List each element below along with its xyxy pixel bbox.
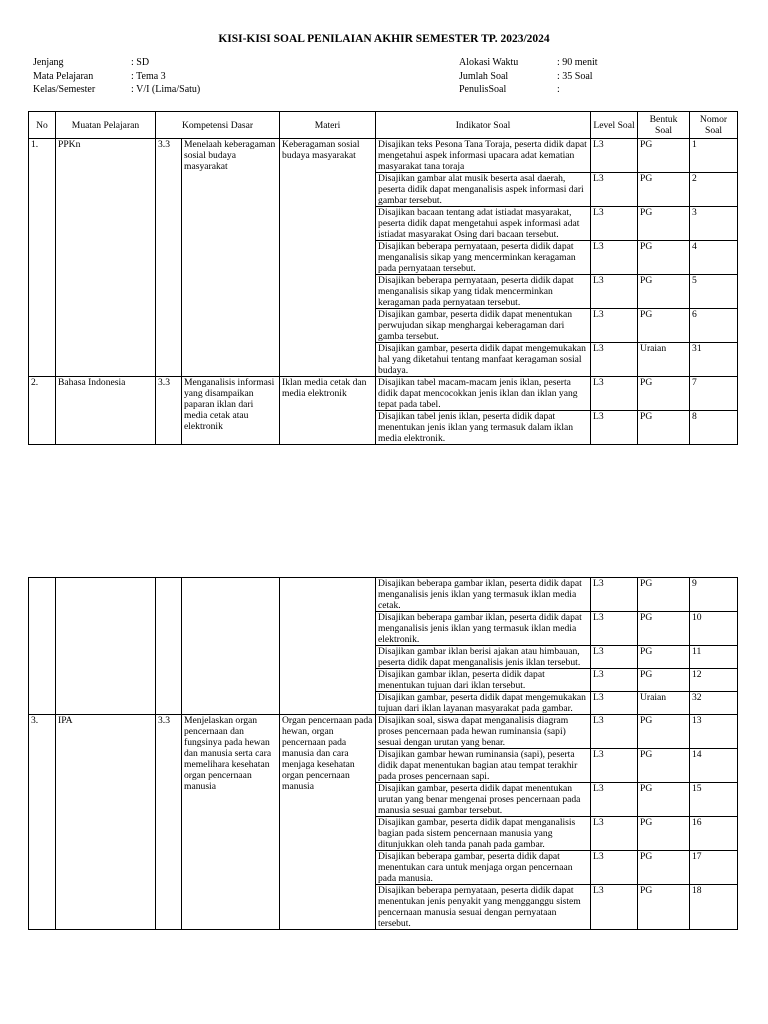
- nomor-soal-cell: 12: [690, 669, 738, 692]
- meta-value: :: [557, 84, 560, 95]
- meta-value: : Tema 3: [131, 70, 166, 82]
- level-soal-cell: L3: [591, 817, 638, 851]
- nomor-soal-cell: 17: [690, 851, 738, 885]
- kisi-kisi-table-page-1: [28, 111, 738, 445]
- level-soal-cell: L3: [591, 139, 638, 173]
- bentuk-soal-cell: Uraian: [638, 343, 690, 377]
- nomor-soal-cell: 10: [690, 612, 738, 646]
- level-soal-cell: L3: [591, 377, 638, 411]
- materi-cell: Keberagaman sosial budaya masyarakat: [280, 139, 376, 377]
- nomor-soal-cell: 14: [690, 749, 738, 783]
- bentuk-soal-cell: PG: [638, 817, 690, 851]
- bentuk-soal-cell: PG: [638, 173, 690, 207]
- muatan-pelajaran-cell: IPA: [56, 715, 156, 930]
- nomor-soal-cell: 8: [690, 411, 738, 445]
- indikator-soal-cell: Disajikan gambar, peserta didik dapat menganalisis bagian pada sistem pencernaan manusia yang ditunjukkan oleh tanda panah pada gambar.: [376, 817, 591, 851]
- indikator-soal-cell: Disajikan beberapa pernyataan, peserta didik dapat menganalisis sikap yang mencerminkan keragaman pada pernyataan tersebut.: [376, 241, 591, 275]
- level-soal-cell: L3: [591, 669, 638, 692]
- meta-label: Mata Pelajaran: [33, 70, 94, 82]
- bentuk-soal-cell: PG: [638, 309, 690, 343]
- header-muatan-pelajaran: Muatan Pelajaran: [56, 112, 156, 139]
- indikator-soal-cell: Disajikan bacaan tentang adat istiadat masyarakat, peserta didik dapat mengetahui aspek informasi adat istiadat masyarakat Osing dari bacaan tersebut.: [376, 207, 591, 241]
- kompetensi-dasar-cell: Menganalisis informasi yang disampaikan paparan iklan dari media cetak atau elektronik: [182, 377, 280, 445]
- row-number-cell: 1.: [29, 139, 56, 377]
- nomor-soal-cell: 3: [690, 207, 738, 241]
- bentuk-soal-cell: PG: [638, 749, 690, 783]
- table-row: [29, 377, 738, 411]
- materi-cell: [280, 578, 376, 715]
- kompetensi-dasar-cell: Menelaah keberagaman sosial budaya masyarakat: [182, 139, 280, 377]
- indikator-soal-cell: Disajikan gambar alat musik beserta asal daerah, peserta didik dapat menganalisis aspek informasi dari gambar tersebut.: [376, 173, 591, 207]
- kd-number-cell: 3.3: [156, 715, 182, 930]
- kisi-kisi-table-page-2: [28, 577, 738, 930]
- nomor-soal-cell: 6: [690, 309, 738, 343]
- bentuk-soal-cell: PG: [638, 885, 690, 930]
- nomor-soal-cell: 32: [690, 692, 738, 715]
- table-row: [29, 715, 738, 749]
- table-row: [29, 578, 738, 612]
- kd-number-cell: 3.3: [156, 139, 182, 377]
- nomor-soal-cell: 1: [690, 139, 738, 173]
- indikator-soal-cell: Disajikan beberapa gambar iklan, peserta didik dapat menganalisis jenis iklan yang termasuk iklan media cetak.: [376, 578, 591, 612]
- kompetensi-dasar-cell: [182, 578, 280, 715]
- header-bentuk-soal: Bentuk Soal: [638, 112, 690, 139]
- meta-value: : V/I (Lima/Satu): [131, 84, 201, 95]
- bentuk-soal-cell: PG: [638, 578, 690, 612]
- meta-value: : SD: [131, 57, 150, 68]
- meta-left: [33, 56, 200, 97]
- bentuk-soal-cell: PG: [638, 612, 690, 646]
- nomor-soal-cell: 9: [690, 578, 738, 612]
- indikator-soal-cell: Disajikan gambar hewan ruminansia (sapi), peserta didik dapat menentukan bagian atau tempat terakhir pada proses pencernaan sapi.: [376, 749, 591, 783]
- level-soal-cell: L3: [591, 207, 638, 241]
- indikator-soal-cell: Disajikan gambar, peserta didik dapat mengemukakan hal yang diketahui tentang manfaat keragaman sosial budaya.: [376, 343, 591, 377]
- bentuk-soal-cell: PG: [638, 207, 690, 241]
- bentuk-soal-cell: PG: [638, 646, 690, 669]
- level-soal-cell: L3: [591, 885, 638, 930]
- level-soal-cell: L3: [591, 309, 638, 343]
- indikator-soal-cell: Disajikan beberapa pernyataan, peserta didik dapat menentukan jenis penyakit yang mengganggu sistem pencernaan manusia sesuai dengan pernyataan tersebut.: [376, 885, 591, 930]
- indikator-soal-cell: Disajikan tabel jenis iklan, peserta didik dapat menentukan jenis iklan yang termasuk dalam iklan media elektronik.: [376, 411, 591, 445]
- header-no: No: [29, 112, 56, 139]
- bentuk-soal-cell: Uraian: [638, 692, 690, 715]
- level-soal-cell: L3: [591, 851, 638, 885]
- bentuk-soal-cell: PG: [638, 377, 690, 411]
- meta-value: : 90 menit: [557, 57, 598, 68]
- nomor-soal-cell: 4: [690, 241, 738, 275]
- level-soal-cell: L3: [591, 715, 638, 749]
- row-number-cell: 3.: [29, 715, 56, 930]
- indikator-soal-cell: Disajikan beberapa gambar iklan, peserta didik dapat menganalisis jenis iklan yang termasuk iklan media elektronik.: [376, 612, 591, 646]
- nomor-soal-cell: 18: [690, 885, 738, 930]
- table-row: [29, 139, 738, 173]
- nomor-soal-cell: 16: [690, 817, 738, 851]
- level-soal-cell: L3: [591, 646, 638, 669]
- meta-label: PenulisSoal: [459, 84, 507, 95]
- bentuk-soal-cell: PG: [638, 783, 690, 817]
- indikator-soal-cell: Disajikan gambar, peserta didik dapat mengemukakan tujuan dari iklan layanan masyarakat pada gambar.: [376, 692, 591, 715]
- meta-label: Jumlah Soal: [459, 70, 509, 82]
- indikator-soal-cell: Disajikan gambar iklan berisi ajakan atau himbauan, peserta didik dapat menganalisis jenis iklan tersebut.: [376, 646, 591, 669]
- indikator-soal-cell: Disajikan soal, siswa dapat menganalisis diagram proses pencernaan pada hewan ruminansia (sapi) sesuai dengan urutan yang benar.: [376, 715, 591, 749]
- meta-right: [459, 56, 598, 97]
- kd-number-cell: [156, 578, 182, 715]
- indikator-soal-cell: Disajikan teks Pesona Tana Toraja, peserta didik dapat mengetahui aspek informasi upacara adat kematian masyarakat tana toraja: [376, 139, 591, 173]
- nomor-soal-cell: 31: [690, 343, 738, 377]
- document-title: KISI-KISI SOAL PENILAIAN AKHIR SEMESTER TP. 2023/2024: [218, 33, 550, 45]
- nomor-soal-cell: 11: [690, 646, 738, 669]
- level-soal-cell: L3: [591, 173, 638, 207]
- kompetensi-dasar-cell: Menjelaskan organ pencernaan dan fungsinya pada hewan dan manusia serta cara memelihara kesehatan organ pencernaan manusia: [182, 715, 280, 930]
- muatan-pelajaran-cell: [56, 578, 156, 715]
- bentuk-soal-cell: PG: [638, 851, 690, 885]
- header-indikator-soal: Indikator Soal: [376, 112, 591, 139]
- bentuk-soal-cell: PG: [638, 139, 690, 173]
- indikator-soal-cell: Disajikan gambar, peserta didik dapat menentukan urutan yang benar mengenai proses pencernaan pada manusia sesuai gambar tersebut.: [376, 783, 591, 817]
- indikator-soal-cell: Disajikan gambar iklan, peserta didik dapat menentukan tujuan dari iklan tersebut.: [376, 669, 591, 692]
- level-soal-cell: L3: [591, 411, 638, 445]
- header-nomor-soal: Nomor Soal: [690, 112, 738, 139]
- header-level-soal: Level Soal: [591, 112, 638, 139]
- materi-cell: Organ pencernaan pada hewan, organ pencernaan pada manusia dan cara menjaga kesehatan organ pencernaan manusia: [280, 715, 376, 930]
- muatan-pelajaran-cell: Bahasa Indonesia: [56, 377, 156, 445]
- indikator-soal-cell: Disajikan beberapa pernyataan, peserta didik dapat menganalisis sikap yang tidak mencerminkan keragaman pada pernyataan tersebut.: [376, 275, 591, 309]
- header-materi: Materi: [280, 112, 376, 139]
- meta-label: Jenjang: [33, 57, 64, 68]
- bentuk-soal-cell: PG: [638, 275, 690, 309]
- row-number-cell: 2.: [29, 377, 56, 445]
- bentuk-soal-cell: PG: [638, 241, 690, 275]
- materi-cell: Iklan media cetak dan media elektronik: [280, 377, 376, 445]
- level-soal-cell: L3: [591, 612, 638, 646]
- page-gap: [0, 512, 768, 572]
- bentuk-soal-cell: PG: [638, 411, 690, 445]
- level-soal-cell: L3: [591, 783, 638, 817]
- nomor-soal-cell: 7: [690, 377, 738, 411]
- nomor-soal-cell: 13: [690, 715, 738, 749]
- bentuk-soal-cell: PG: [638, 669, 690, 692]
- level-soal-cell: L3: [591, 749, 638, 783]
- level-soal-cell: L3: [591, 343, 638, 377]
- bentuk-soal-cell: PG: [638, 715, 690, 749]
- indikator-soal-cell: Disajikan tabel macam-macam jenis iklan, peserta didik dapat mencocokkan jenis iklan dan iklan yang tepat pada tabel.: [376, 377, 591, 411]
- header-kompetensi-dasar: Kompetensi Dasar: [156, 112, 280, 139]
- indikator-soal-cell: Disajikan gambar, peserta didik dapat menentukan perwujudan sikap menghargai keberagaman dari gamba tersebut.: [376, 309, 591, 343]
- level-soal-cell: L3: [591, 241, 638, 275]
- nomor-soal-cell: 5: [690, 275, 738, 309]
- level-soal-cell: L3: [591, 692, 638, 715]
- indikator-soal-cell: Disajikan beberapa gambar, peserta didik dapat menentukan cara untuk menjaga organ pencernaan pada manusia.: [376, 851, 591, 885]
- muatan-pelajaran-cell: PPKn: [56, 139, 156, 377]
- kd-number-cell: 3.3: [156, 377, 182, 445]
- level-soal-cell: L3: [591, 578, 638, 612]
- meta-label: Kelas/Semester: [33, 84, 96, 95]
- row-number-cell: [29, 578, 56, 715]
- level-soal-cell: L3: [591, 275, 638, 309]
- meta-value: : 35 Soal: [557, 70, 593, 82]
- table-header-row: [29, 112, 738, 139]
- nomor-soal-cell: 2: [690, 173, 738, 207]
- nomor-soal-cell: 15: [690, 783, 738, 817]
- meta-label: Alokasi Waktu: [459, 57, 519, 68]
